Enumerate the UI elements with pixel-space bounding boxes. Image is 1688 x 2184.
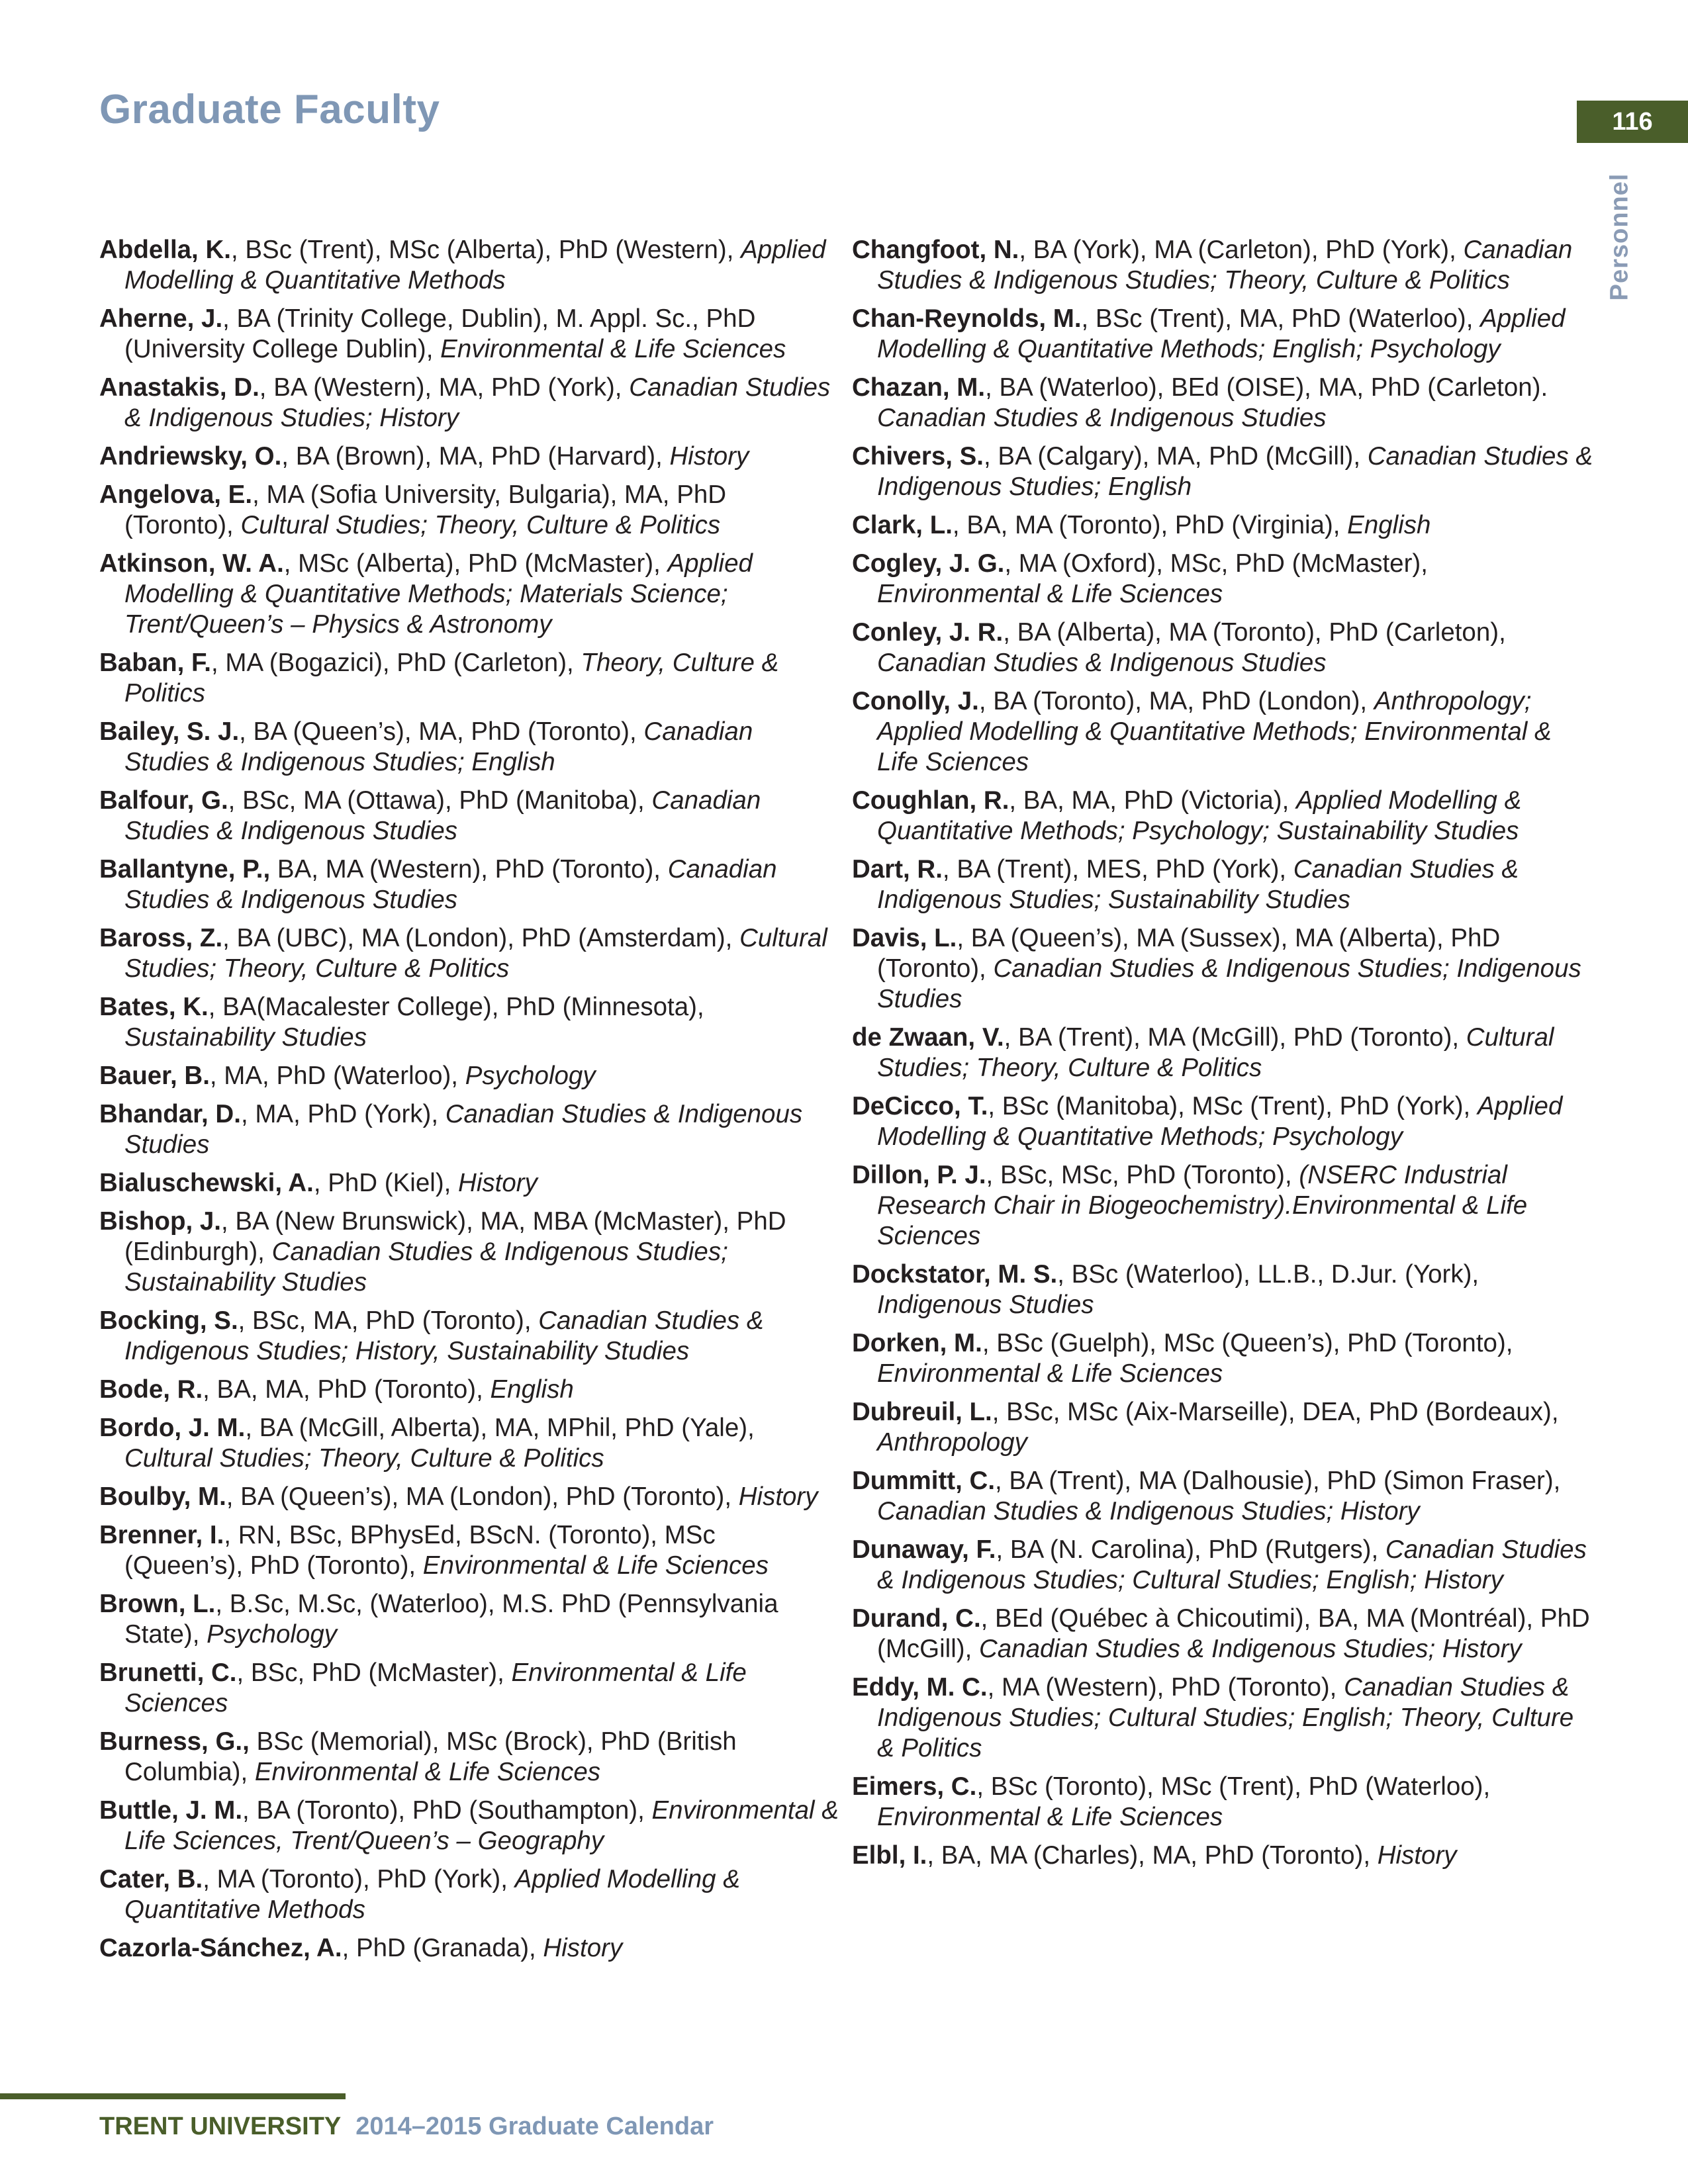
faculty-programs: Canadian Studies & Indigenous Studies; Cultural Studies; English; History	[877, 1535, 1587, 1594]
faculty-programs: Canadian Studies & Indigenous Studies; History	[124, 373, 831, 432]
faculty-programs: Canadian Studies & Indigenous Studies; Theory, Culture & Politics	[877, 236, 1573, 295]
faculty-entry	[99, 1520, 841, 1581]
faculty-entry	[99, 717, 841, 778]
faculty-name: Angelova, E.	[99, 480, 253, 509]
faculty-name: DeCicco, T.	[852, 1092, 988, 1120]
faculty-programs: Canadian Studies & Indigenous Studies; History	[877, 1497, 1420, 1525]
faculty-entry	[99, 1933, 841, 1964]
faculty-degrees: , BA (N. Carolina), PhD (Rutgers),	[996, 1535, 1385, 1564]
faculty-entry	[852, 1466, 1593, 1527]
faculty-entry	[99, 304, 841, 365]
faculty-entry	[99, 1168, 841, 1199]
faculty-programs: (NSERC Industrial Research Chair in Biogeochemistry).Environmental & Life Sciences	[877, 1161, 1528, 1250]
faculty-entry	[852, 441, 1593, 502]
faculty-name: Bauer, B.	[99, 1062, 210, 1090]
faculty-name: Buttle, J. M.	[99, 1796, 243, 1825]
faculty-degrees: , BA (McGill, Alberta), MA, MPhil, PhD (Yale),	[245, 1414, 755, 1442]
faculty-degrees: , MA, PhD (York),	[240, 1100, 445, 1128]
faculty-entry	[852, 510, 1593, 541]
faculty-degrees: , MA (Bogazici), PhD (Carleton),	[211, 649, 581, 677]
faculty-entry	[852, 304, 1593, 365]
faculty-name: Dunaway, F.	[852, 1535, 996, 1564]
faculty-programs: History	[543, 1934, 623, 1962]
faculty-entry	[99, 992, 841, 1053]
faculty-entry	[852, 1259, 1593, 1320]
faculty-name: Coughlan, R.	[852, 786, 1009, 815]
faculty-name: Baban, F.	[99, 649, 212, 677]
faculty-programs: Environmental & Life Sciences	[877, 1359, 1223, 1388]
faculty-programs: Environmental & Life Sciences	[877, 580, 1223, 608]
faculty-programs: Anthropology; Applied Modelling & Quantitative Methods; Environmental & Life Sciences	[877, 687, 1552, 776]
faculty-list-left-column	[99, 235, 841, 1972]
faculty-entry	[852, 1091, 1593, 1152]
faculty-entry	[852, 1535, 1593, 1596]
faculty-degrees: , BSc (Toronto), MSc (Trent), PhD (Waterloo),	[976, 1772, 1491, 1801]
faculty-degrees: , BSc, MSc (Aix-Marseille), DEA, PhD (Bordeaux),	[992, 1398, 1559, 1426]
faculty-degrees: , BA (Alberta), MA (Toronto), PhD (Carleton),	[1003, 618, 1506, 647]
faculty-entry	[99, 549, 841, 640]
faculty-degrees: , BA (Trent), MA (Dalhousie), PhD (Simon Fraser),	[995, 1467, 1561, 1495]
faculty-entry	[852, 235, 1593, 296]
faculty-degrees: , BA (York), MA (Carleton), PhD (York),	[1019, 236, 1464, 264]
faculty-programs: Canadian Studies & Indigenous Studies; History, Sustainability Studies	[124, 1306, 764, 1365]
faculty-programs: Indigenous Studies	[877, 1291, 1094, 1319]
faculty-name: Brown, L.	[99, 1590, 216, 1618]
faculty-name: Davis, L.	[852, 924, 957, 952]
faculty-degrees: , BSc, MA, PhD (Toronto),	[238, 1306, 539, 1335]
faculty-entry	[99, 373, 841, 433]
faculty-programs: Cultural Studies; Theory, Culture & Politics	[124, 1444, 604, 1473]
faculty-entry	[99, 1796, 841, 1856]
faculty-name: Conley, J. R.	[852, 618, 1004, 647]
faculty-name: Eimers, C.	[852, 1772, 977, 1801]
faculty-name: Dorken, M.	[852, 1329, 982, 1357]
faculty-entry	[852, 854, 1593, 915]
faculty-entry	[99, 1658, 841, 1719]
faculty-entry	[99, 1589, 841, 1650]
faculty-degrees: , BA (Brown), MA, PhD (Harvard),	[281, 442, 670, 471]
faculty-name: Brenner, I.	[99, 1521, 224, 1549]
faculty-programs: Environmental & Life Sciences	[254, 1758, 600, 1786]
faculty-programs: Canadian Studies & Indigenous Studies; Sustainability Studies	[124, 1238, 728, 1297]
faculty-entry	[99, 648, 841, 709]
faculty-name: Dart, R.	[852, 855, 943, 884]
faculty-programs: English	[1347, 511, 1431, 539]
faculty-entry	[99, 1099, 841, 1160]
faculty-programs: Canadian Studies & Indigenous Studies	[877, 649, 1327, 677]
faculty-degrees: , RN, BSc, BPhysEd, BScN. (Toronto), MSc (Queen’s), PhD (Toronto),	[124, 1521, 716, 1580]
faculty-degrees: , BA, MA, PhD (Toronto),	[203, 1375, 491, 1404]
faculty-name: Clark, L.	[852, 511, 953, 539]
faculty-degrees: , BA, MA (Charles), MA, PhD (Toronto),	[927, 1841, 1378, 1870]
section-tab-label: Personnel	[1605, 173, 1634, 301]
faculty-degrees: , B.Sc, M.Sc, (Waterloo), M.S. PhD (Pennsylvania State),	[124, 1590, 778, 1649]
faculty-programs: Applied Modelling & Quantitative Methods; Psychology; Sustainability Studies	[877, 786, 1522, 845]
faculty-programs: Environmental & Life Sciences	[422, 1551, 769, 1580]
faculty-degrees: , MA, PhD (Waterloo),	[209, 1062, 465, 1090]
faculty-degrees: , BA (New Brunswick), MA, MBA (McMaster), PhD (Edinburgh),	[124, 1207, 786, 1266]
faculty-name: Chivers, S.	[852, 442, 984, 471]
footer-rule	[0, 2093, 346, 2099]
section-tab	[1597, 171, 1643, 303]
faculty-name: Cazorla-Sánchez, A.	[99, 1934, 342, 1962]
faculty-programs: English	[490, 1375, 574, 1404]
faculty-name: Aherne, J.	[99, 304, 223, 333]
faculty-entry	[99, 786, 841, 846]
faculty-programs: Canadian Studies & Indigenous Studies	[877, 404, 1327, 432]
faculty-degrees: , BA, MA, PhD (Victoria),	[1009, 786, 1297, 815]
faculty-degrees: , BSc (Guelph), MSc (Queen’s), PhD (Toronto),	[982, 1329, 1513, 1357]
faculty-name: Burness, G.,	[99, 1727, 250, 1756]
faculty-name: Atkinson, W. A.	[99, 549, 284, 578]
faculty-entry	[852, 617, 1593, 678]
faculty-degrees: , MSc (Alberta), PhD (McMaster),	[283, 549, 668, 578]
faculty-programs: Environmental & Life Sciences	[877, 1803, 1223, 1831]
faculty-degrees: , BA (Toronto), PhD (Southampton),	[242, 1796, 652, 1825]
faculty-programs: Canadian Studies & Indigenous Studies; Cultural Studies; English; Theory, Culture & Politics	[877, 1673, 1574, 1762]
faculty-programs: Applied Modelling & Quantitative Methods; Psychology	[877, 1092, 1563, 1151]
faculty-name: Chan-Reynolds, M.	[852, 304, 1082, 333]
faculty-entry	[99, 854, 841, 915]
faculty-entry	[852, 786, 1593, 846]
faculty-name: Dummitt, C.	[852, 1467, 996, 1495]
faculty-entry	[99, 441, 841, 472]
faculty-name: Bocking, S.	[99, 1306, 238, 1335]
faculty-entry	[99, 1482, 841, 1512]
faculty-degrees: , BA (UBC), MA (London), PhD (Amsterdam),	[222, 924, 740, 952]
faculty-programs: Psychology	[207, 1620, 338, 1649]
faculty-programs: Canadian Studies & Indigenous Studies; History	[978, 1635, 1522, 1663]
faculty-programs: History	[669, 442, 749, 471]
faculty-programs: Canadian Studies & Indigenous Studies; English	[124, 717, 753, 776]
faculty-name: Abdella, K.	[99, 236, 231, 264]
faculty-degrees: , BA (Calgary), MA, PhD (McGill),	[984, 442, 1368, 471]
faculty-name: Bailey, S. J.	[99, 717, 240, 746]
faculty-degrees: , BSc (Trent), MSc (Alberta), PhD (Western),	[230, 236, 741, 264]
faculty-degrees: , PhD (Kiel),	[313, 1169, 459, 1197]
faculty-name: Durand, C.	[852, 1604, 981, 1633]
faculty-programs: Applied Modelling & Quantitative Methods; Materials Science; Trent/Queen’s – Physics & Astronomy	[124, 549, 753, 639]
faculty-name: Elbl, I.	[852, 1841, 927, 1870]
faculty-degrees: , BA (Queen’s), MA, PhD (Toronto),	[239, 717, 644, 746]
faculty-entry	[852, 1604, 1593, 1664]
faculty-name: Bhandar, D.	[99, 1100, 241, 1128]
faculty-degrees: , BA (Toronto), MA, PhD (London),	[978, 687, 1374, 715]
faculty-programs: Anthropology	[877, 1428, 1027, 1457]
faculty-entry	[852, 1023, 1593, 1083]
faculty-entry	[852, 923, 1593, 1015]
faculty-degrees: , MA (Oxford), MSc, PhD (McMaster),	[1004, 549, 1428, 578]
faculty-programs: Canadian Studies & Indigenous Studies	[124, 1100, 803, 1159]
faculty-programs: Canadian Studies & Indigenous Studies	[124, 855, 777, 914]
faculty-programs: History	[458, 1169, 538, 1197]
faculty-programs: Psychology	[465, 1062, 596, 1090]
faculty-name: Bode, R.	[99, 1375, 203, 1404]
faculty-degrees: , BSc, PhD (McMaster),	[236, 1659, 512, 1687]
faculty-name: Anastakis, D.	[99, 373, 259, 402]
faculty-degrees: , BA (Waterloo), BEd (OISE), MA, PhD (Carleton).	[985, 373, 1548, 402]
faculty-entry	[99, 235, 841, 296]
faculty-entry	[99, 1864, 841, 1925]
faculty-degrees: , BA(Macalester College), PhD (Minnesota),	[208, 993, 704, 1021]
footer	[99, 2113, 714, 2141]
faculty-entry	[852, 1397, 1593, 1458]
faculty-programs: Canadian Studies & Indigenous Studies; Indigenous Studies	[877, 954, 1581, 1013]
faculty-list-right-column	[852, 235, 1593, 1879]
faculty-degrees: , PhD (Granada),	[342, 1934, 543, 1962]
faculty-degrees: , BSc (Waterloo), LL.B., D.Jur. (York),	[1057, 1260, 1479, 1289]
faculty-name: Bialuschewski, A.	[99, 1169, 314, 1197]
faculty-degrees: , BSc, MSc, PhD (Toronto),	[986, 1161, 1299, 1189]
faculty-programs: Canadian Studies & Indigenous Studies; Sustainability Studies	[877, 855, 1519, 914]
faculty-entry	[99, 1375, 841, 1405]
faculty-degrees: , BSc, MA (Ottawa), PhD (Manitoba),	[228, 786, 652, 815]
faculty-entry	[99, 1206, 841, 1298]
faculty-degrees: , MA (Western), PhD (Toronto),	[987, 1673, 1344, 1702]
faculty-degrees: , BA (Queen’s), MA (London), PhD (Toronto),	[226, 1482, 739, 1511]
faculty-name: Eddy, M. C.	[852, 1673, 988, 1702]
faculty-programs: Canadian Studies & Indigenous Studies; English	[877, 442, 1593, 501]
faculty-entry	[99, 923, 841, 984]
faculty-entry	[99, 1306, 841, 1367]
faculty-name: Cater, B.	[99, 1865, 203, 1893]
faculty-programs: Environmental & Life Sciences	[124, 1659, 747, 1717]
faculty-entry	[852, 1672, 1593, 1764]
faculty-name: Brunetti, C.	[99, 1659, 237, 1687]
faculty-degrees: , BA (Queen’s), MA (Sussex), MA (Alberta), PhD (Toronto),	[877, 924, 1501, 983]
faculty-degrees: , BA (Trent), MES, PhD (York),	[942, 855, 1293, 884]
faculty-programs: Applied Modelling & Quantitative Methods; English; Psychology	[877, 304, 1566, 363]
faculty-name: Bates, K.	[99, 993, 209, 1021]
footer-university: TRENT UNIVERSITY	[99, 2113, 342, 2140]
faculty-entry	[99, 1061, 841, 1091]
faculty-name: Andriewsky, O.	[99, 442, 282, 471]
faculty-name: de Zwaan, V.	[852, 1023, 1004, 1052]
faculty-degrees: , BSc (Trent), MA, PhD (Waterloo),	[1081, 304, 1481, 333]
faculty-entry	[852, 549, 1593, 610]
faculty-programs: History	[738, 1482, 818, 1511]
faculty-entry	[99, 480, 841, 541]
faculty-entry	[852, 1328, 1593, 1389]
faculty-degrees: , MA (Sofia University, Bulgaria), MA, PhD (Toronto),	[124, 480, 727, 539]
faculty-name: Changfoot, N.	[852, 236, 1019, 264]
faculty-name: Conolly, J.	[852, 687, 979, 715]
faculty-entry	[852, 373, 1593, 433]
faculty-programs: Cultural Studies; Theory, Culture & Politics	[124, 924, 827, 983]
faculty-entry	[852, 1772, 1593, 1833]
faculty-entry	[99, 1413, 841, 1474]
faculty-name: Boulby, M.	[99, 1482, 226, 1511]
faculty-programs: Cultural Studies; Theory, Culture & Politics	[877, 1023, 1554, 1082]
faculty-entry	[852, 1160, 1593, 1251]
faculty-degrees: , BSc (Manitoba), MSc (Trent), PhD (York),	[988, 1092, 1477, 1120]
faculty-degrees: , BA (Trent), MA (McGill), PhD (Toronto),	[1004, 1023, 1466, 1052]
faculty-entry	[99, 1727, 841, 1788]
faculty-name: Ballantyne, P.,	[99, 855, 271, 884]
faculty-name: Bishop, J.	[99, 1207, 221, 1236]
faculty-name: Chazan, M.	[852, 373, 986, 402]
faculty-degrees: , BA (Western), MA, PhD (York),	[259, 373, 630, 402]
faculty-programs: Environmental & Life Sciences	[440, 335, 786, 363]
faculty-name: Baross, Z.	[99, 924, 223, 952]
faculty-name: Bordo, J. M.	[99, 1414, 246, 1442]
faculty-degrees: BSc (Memorial), MSc (Brock), PhD (British Columbia),	[124, 1727, 737, 1786]
faculty-degrees: , BA (Trinity College, Dublin), M. Appl. Sc., PhD (University College Dublin),	[124, 304, 756, 363]
faculty-name: Dockstator, M. S.	[852, 1260, 1058, 1289]
footer-calendar: 2014–2015 Graduate Calendar	[355, 2113, 714, 2140]
page-title: Graduate Faculty	[99, 87, 440, 132]
faculty-programs: Theory, Culture & Politics	[124, 649, 779, 707]
faculty-programs: Applied Modelling & Quantitative Methods	[124, 236, 826, 295]
faculty-programs: Applied Modelling & Quantitative Methods	[124, 1865, 740, 1924]
faculty-degrees: , BEd (Québec à Chicoutimi), BA, MA (Montréal), PhD (McGill),	[877, 1604, 1590, 1663]
faculty-programs: Cultural Studies; Theory, Culture & Politics	[240, 511, 721, 539]
faculty-degrees: , BA, MA (Toronto), PhD (Virginia),	[952, 511, 1348, 539]
faculty-programs: Environmental & Life Sciences, Trent/Queen’s – Geography	[124, 1796, 839, 1855]
faculty-degrees: , MA (Toronto), PhD (York),	[203, 1865, 515, 1893]
faculty-name: Dillon, P. J.	[852, 1161, 986, 1189]
faculty-name: Balfour, G.	[99, 786, 228, 815]
faculty-programs: Sustainability Studies	[124, 1023, 367, 1052]
faculty-entry	[852, 686, 1593, 778]
faculty-degrees: BA, MA (Western), PhD (Toronto),	[270, 855, 668, 884]
page-number-badge: 116	[1577, 101, 1688, 143]
faculty-programs: History	[1377, 1841, 1457, 1870]
faculty-name: Cogley, J. G.	[852, 549, 1005, 578]
faculty-name: Dubreuil, L.	[852, 1398, 992, 1426]
faculty-entry	[852, 1841, 1593, 1871]
faculty-programs: Canadian Studies & Indigenous Studies	[124, 786, 761, 845]
